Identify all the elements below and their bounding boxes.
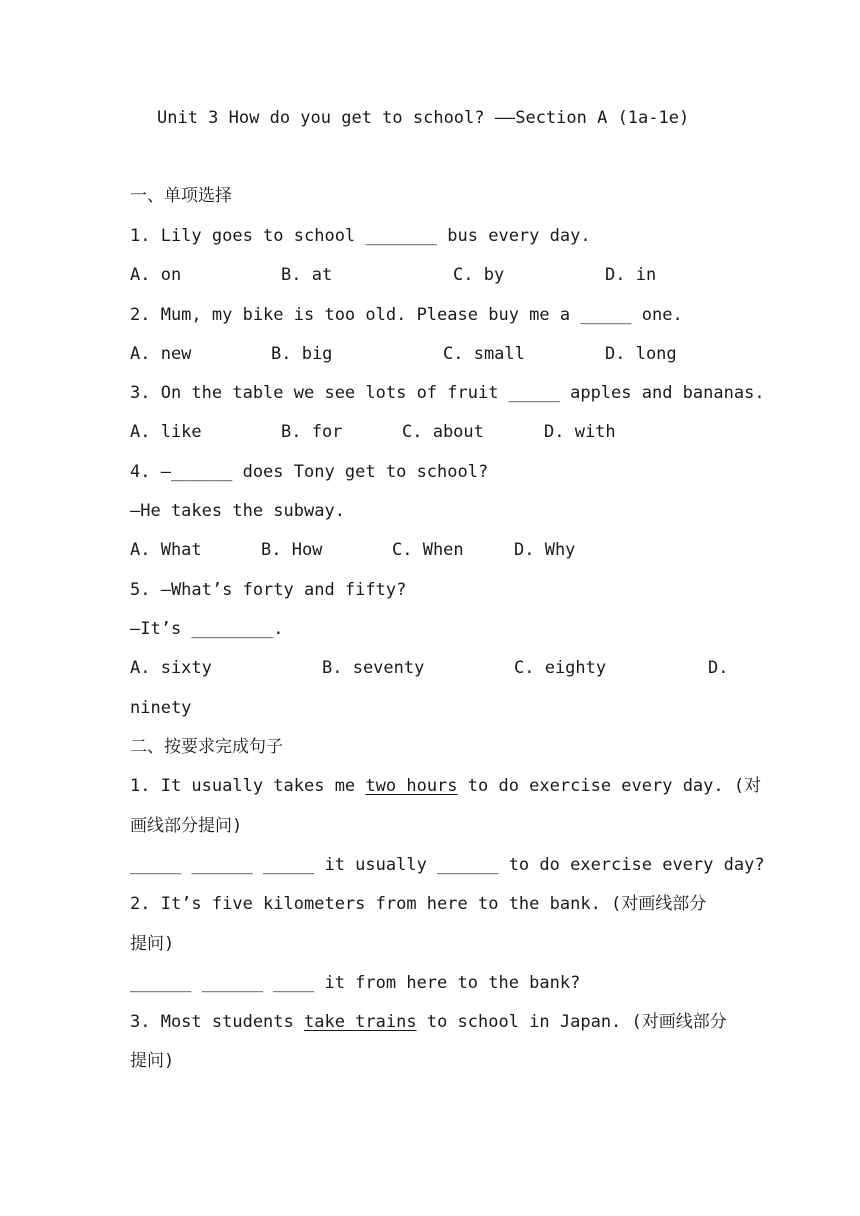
option-d: D. [708, 658, 729, 678]
page-title: Unit 3 How do you get to school? ——Section A (1a-1e) [157, 108, 690, 128]
option-d: D. long [605, 344, 677, 364]
rewrite-instruction-2: 提问) [130, 934, 175, 954]
rewrite-question-2: 2. It’s five kilometers from here to the bank. (对画线部分 [130, 894, 707, 914]
rewrite-question-1: 1. It usually takes me two hours to do exercise every day. (对 [130, 776, 762, 796]
question-4: 4. —______ does Tony get to school? [130, 462, 489, 482]
option-a: A. like [130, 422, 202, 442]
question-5-answer: —It’s ________. [130, 619, 284, 639]
option-b: B. big [271, 344, 333, 364]
option-b: B. for [281, 422, 343, 442]
section-1-heading: 一、单项选择 [130, 186, 232, 206]
rewrite-instruction-3: 提问) [130, 1051, 175, 1071]
option-b: B. at [281, 265, 333, 285]
option-a: A. new [130, 344, 192, 364]
rewrite-answer-1: _____ ______ _____ it usually ______ to do exercise every day? [130, 855, 765, 875]
option-c: C. When [392, 540, 464, 560]
question-2: 2. Mum, my bike is too old. Please buy me a _____ one. [130, 305, 683, 325]
option-c: C. about [402, 422, 484, 442]
question-5: 5. —What’s forty and fifty? [130, 580, 407, 600]
underlined-phrase: take trains [304, 1012, 417, 1032]
option-d: D. in [605, 265, 657, 285]
option-d: D. Why [514, 540, 576, 560]
section-2-heading: 二、按要求完成句子 [130, 737, 283, 757]
rewrite-question-3: 3. Most students take trains to school in Japan. (对画线部分 [130, 1012, 727, 1032]
option-a: A. on [130, 265, 182, 285]
option-b: B. How [261, 540, 323, 560]
question-4-answer: —He takes the subway. [130, 501, 345, 521]
option-b: B. seventy [322, 658, 425, 678]
option-d-wrap: ninety [130, 698, 192, 718]
question-1: 1. Lily goes to school _______ bus every day. [130, 226, 591, 246]
option-a: A. sixty [130, 658, 212, 678]
option-c: C. eighty [514, 658, 607, 678]
option-c: C. by [453, 265, 505, 285]
question-3: 3. On the table we see lots of fruit _____ apples and bananas. [130, 383, 765, 403]
rewrite-answer-2: ______ ______ ____ it from here to the bank? [130, 973, 581, 993]
option-d: D. with [544, 422, 616, 442]
option-a: A. What [130, 540, 202, 560]
option-c: C. small [443, 344, 525, 364]
underlined-phrase: two hours [365, 776, 458, 796]
rewrite-instruction-1: 画线部分提问) [130, 816, 243, 836]
